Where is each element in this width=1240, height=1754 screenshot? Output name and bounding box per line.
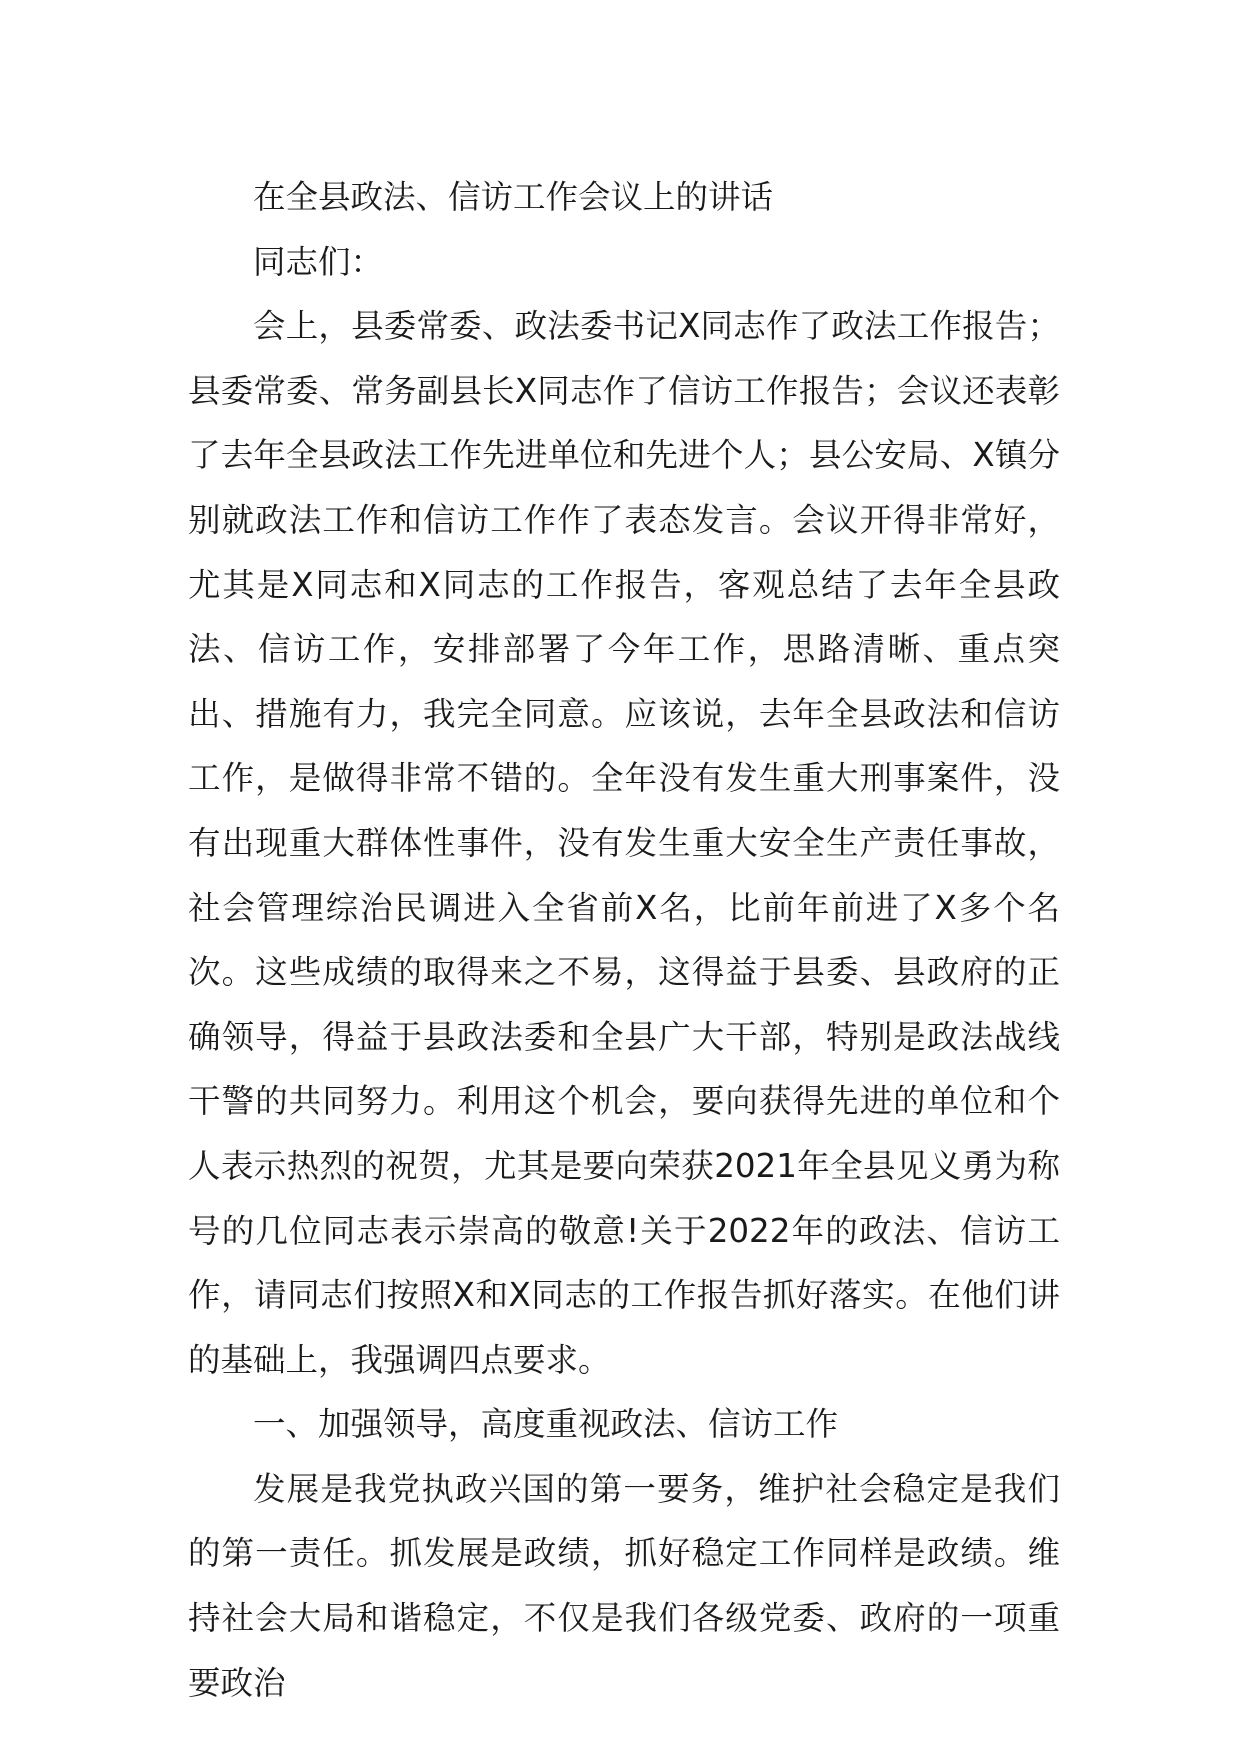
document-title: 在全县政法、信访工作会议上的讲话 <box>253 178 774 216</box>
section-heading: 一、加强领导，高度重视政法、信访工作 <box>253 1405 839 1444</box>
section-paragraph: 发展是我党执政兴国的第一要务，维护社会稳定是我们的第一责任。抓发展是政绩，抓好稳定工作同样是政绩。维持社会大局和谐稳定，不仅是我们各级党委、政府的一项重要政治 <box>188 1469 1060 1702</box>
salutation: 同志们： <box>253 242 384 281</box>
document-body <box>188 165 1060 1715</box>
body-paragraph: 会上，县委常委、政法委书记X同志作了政法工作报告；县委常委、常务副县长X同志作了信访工作报告；会议还表彰了去年全县政法工作先进单位和先进个人；县公安局、X镇分别就政法工作和信访工作作了表态发言。会议开得非常好，尤其是X同志和X同志的工作报告，客观总结了去年全县政法、信访工作，安排部署了今年工作，思路清晰、重点突出、措施有力，我完全同意。应该说，去年全县政法和信访工作，是做得非常不错的。全年没有发生重大刑事案件，没有出现重大群体性事件，没有发生重大安全生产责任事故，社会管理综治民调进入全省前X名，比前年前进了X多个名次。这些成绩的取得来之不易，这得益于县委、县政府的正确领导，得益于县政法委和全县广大干部，特别是政法战线干警的共同努力。利用这个机会，要向获得先进的单位和个人表示热烈的祝贺，尤其是要向荣获2021年全县见义勇为称号的几位同志表示崇高的敬意!关于2022年的政法、信访工作，请同志们按照X和X同志的工作报告抓好落实。在他们讲的基础上，我强调四点要求。 <box>188 307 1060 1379</box>
